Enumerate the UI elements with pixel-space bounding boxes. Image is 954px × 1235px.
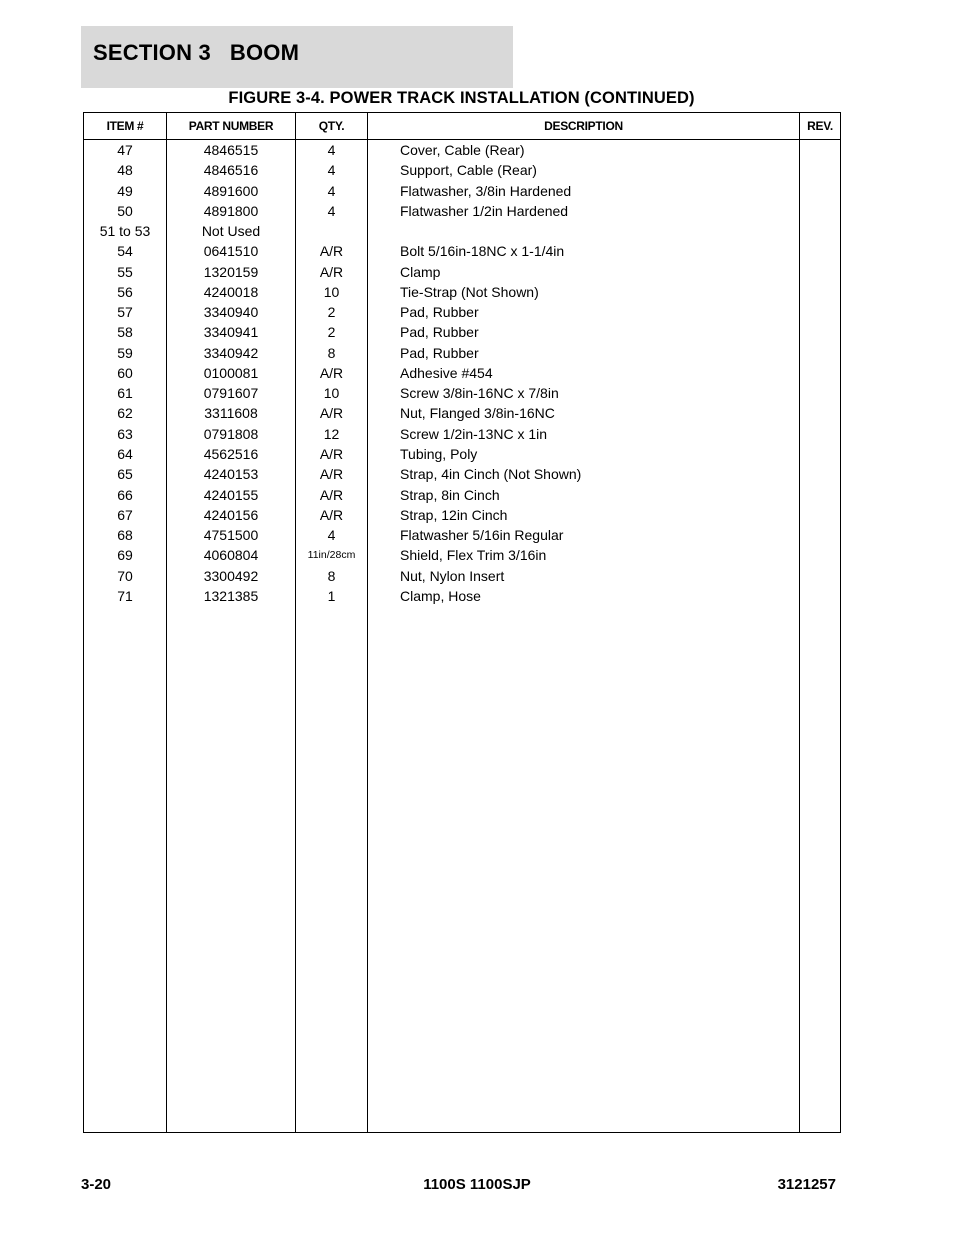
item-cell: 47: [117, 142, 133, 158]
table-row: [84, 262, 840, 282]
qty-cell: A/R: [319, 506, 344, 523]
qty-cell: 12: [323, 425, 340, 442]
table-row: [84, 363, 840, 383]
part-number-cell: 1321385: [203, 587, 259, 604]
item-cell: 48: [117, 162, 133, 179]
header-rev: REV.: [807, 119, 833, 133]
description-cell: Screw 3/8in-16NC x 7/8in: [400, 385, 559, 402]
table-row: [84, 424, 840, 444]
item-cell: 56: [117, 283, 133, 300]
item-cell: 69: [117, 547, 133, 564]
qty-cell: A/R: [319, 486, 344, 503]
figure-title: FIGURE 3-4. POWER TRACK INSTALLATION (CONTINUED): [228, 89, 695, 107]
table-row: [84, 160, 840, 180]
table-row: [84, 322, 840, 342]
description-cell: Pad, Rubber: [400, 344, 479, 361]
header-item: ITEM #: [106, 119, 144, 133]
part-number-cell: 4846516: [203, 162, 259, 179]
qty-cell: [296, 221, 367, 241]
description-cell: Flatwasher 1/2in Hardened: [400, 202, 569, 219]
qty-cell: 8: [327, 344, 336, 361]
description-cell: [400, 221, 800, 241]
qty-cell: 4: [327, 527, 336, 544]
part-number-cell: 3311608: [204, 405, 258, 422]
table-row: [84, 586, 840, 606]
parts-table: [83, 112, 841, 1133]
header-qty: QTY.: [318, 119, 345, 133]
part-number-cell: 4240153: [203, 466, 259, 483]
item-cell: 58: [117, 324, 133, 341]
qty-cell: 8: [327, 567, 336, 584]
page-number: 3-20: [81, 1176, 112, 1193]
description-cell: Tie-Strap (Not Shown): [400, 283, 539, 300]
qty-cell: 1: [327, 587, 336, 604]
header-part-number: PART NUMBER: [188, 119, 274, 133]
qty-cell: 11in/28cm: [307, 549, 356, 562]
table-row: [84, 464, 840, 484]
description-cell: Tubing, Poly: [400, 445, 478, 462]
description-cell: Bolt 5/16in-18NC x 1-1/4in: [400, 243, 565, 260]
description-cell: Nut, Nylon Insert: [400, 567, 505, 584]
item-cell: 55: [117, 263, 133, 280]
qty-cell: 10: [323, 283, 340, 300]
description-cell: Support, Cable (Rear): [400, 162, 537, 179]
item-cell: 67: [117, 506, 133, 523]
table-row: [84, 505, 840, 525]
section-title: SECTION 3 BOOM: [93, 40, 300, 65]
table-row: [84, 566, 840, 586]
table-row: [84, 383, 840, 403]
part-number-cell: 0791808: [203, 425, 259, 442]
table-row: [84, 403, 840, 423]
table-row: [84, 221, 840, 241]
table-row: [84, 343, 840, 363]
part-number-cell: 4751500: [203, 527, 259, 544]
qty-cell: 10: [323, 385, 340, 402]
table-row: [84, 545, 840, 565]
item-cell: 62: [117, 405, 133, 422]
part-number-cell: 4562516: [203, 445, 259, 462]
description-cell: Cover, Cable (Rear): [400, 142, 525, 158]
description-cell: Screw 1/2in-13NC x 1in: [400, 425, 548, 442]
part-number-cell: 4891800: [203, 202, 259, 219]
table-row: [84, 140, 840, 160]
item-cell: 64: [117, 445, 133, 462]
qty-cell: A/R: [319, 243, 344, 260]
part-number-cell: 4891600: [203, 182, 259, 199]
description-cell: Clamp, Hose: [400, 587, 481, 604]
item-cell: 57: [117, 304, 133, 321]
item-cell: 51 to 53: [99, 223, 151, 240]
description-cell: Pad, Rubber: [400, 304, 479, 321]
table-body: [84, 140, 840, 606]
part-number-cell: 3340942: [203, 344, 259, 361]
part-number-cell: 1320159: [203, 263, 259, 280]
item-cell: 66: [117, 486, 133, 503]
item-cell: 68: [117, 527, 133, 544]
item-cell: 70: [117, 567, 133, 584]
item-cell: 71: [117, 587, 133, 604]
table-row: [84, 302, 840, 322]
qty-cell: 4: [327, 182, 336, 199]
qty-cell: A/R: [319, 445, 344, 462]
table-row: [84, 444, 840, 464]
qty-cell: A/R: [319, 405, 344, 422]
item-cell: 65: [117, 466, 133, 483]
model-name: 1100S 1100SJP: [423, 1176, 531, 1193]
table-row: [84, 282, 840, 302]
qty-cell: 4: [327, 162, 336, 179]
item-cell: 61: [117, 385, 133, 402]
qty-cell: A/R: [319, 263, 344, 280]
part-number-cell: 0641510: [203, 243, 259, 260]
table-row: [84, 241, 840, 261]
part-number-cell: 3340941: [203, 324, 259, 341]
part-number-cell: 0100081: [203, 364, 259, 381]
part-number-cell: 4060804: [203, 547, 259, 564]
description-cell: Adhesive #454: [400, 364, 493, 381]
item-cell: 50: [117, 202, 133, 219]
part-number-cell: Not Used: [201, 223, 261, 240]
item-cell: 60: [117, 364, 133, 381]
qty-cell: A/R: [319, 364, 344, 381]
qty-cell: 2: [327, 304, 336, 321]
description-cell: Nut, Flanged 3/8in-16NC: [400, 405, 555, 422]
part-number-cell: 4240155: [203, 486, 259, 503]
table-row: [84, 525, 840, 545]
qty-cell: 4: [327, 142, 336, 158]
document-number: 3121257: [777, 1176, 836, 1193]
table-row: [84, 201, 840, 221]
part-number-cell: 0791607: [203, 385, 259, 402]
description-cell: Pad, Rubber: [400, 324, 479, 341]
item-cell: 63: [117, 425, 133, 442]
description-cell: Flatwasher 5/16in Regular: [400, 527, 564, 544]
item-cell: 59: [117, 344, 133, 361]
item-cell: 49: [117, 182, 133, 199]
header-description: DESCRIPTION: [544, 119, 623, 133]
part-number-cell: 4240156: [203, 506, 259, 523]
part-number-cell: 3340940: [203, 304, 259, 321]
description-cell: Flatwasher, 3/8in Hardened: [400, 182, 572, 199]
qty-cell: 2: [327, 324, 336, 341]
qty-cell: A/R: [319, 466, 344, 483]
description-cell: Shield, Flex Trim 3/16in: [400, 547, 547, 564]
description-cell: Strap, 4in Cinch (Not Shown): [400, 466, 582, 483]
item-cell: 54: [117, 243, 133, 260]
description-cell: Strap, 12in Cinch: [400, 506, 508, 523]
description-cell: Clamp: [400, 263, 441, 280]
part-number-cell: 4240018: [203, 283, 259, 300]
part-number-cell: 3300492: [203, 567, 259, 584]
description-cell: Strap, 8in Cinch: [400, 486, 500, 503]
qty-cell: 4: [327, 202, 336, 219]
table-row: [84, 485, 840, 505]
table-row: [84, 181, 840, 201]
part-number-cell: 4846515: [203, 142, 259, 158]
